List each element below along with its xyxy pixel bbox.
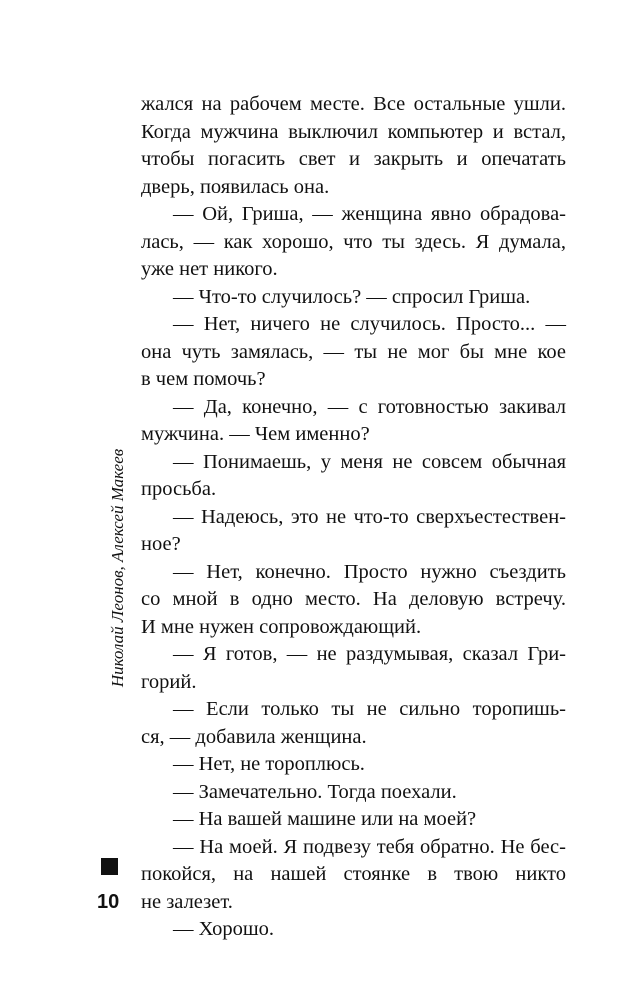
text-line: мужчина. — Чем именно?	[141, 423, 370, 445]
text-line: — Хорошо.	[173, 918, 275, 940]
running-author-header: Николай Леонов, Алексей Макеев	[108, 448, 127, 688]
text-line: — Ой, Гриша, — женщина явно обрадова-	[173, 203, 566, 225]
text-line: И мне нужен сопровождающий.	[141, 615, 422, 638]
text-line: — Я готов, — не раздумывая, сказал Гри-	[173, 643, 566, 665]
text-line: — Понимаешь, у меня не совсем обычная	[173, 450, 566, 473]
text-line: — Если только ты не сильно торопишь-	[173, 698, 566, 720]
black-square-icon	[101, 858, 118, 875]
text-line: покойся, на нашей стоянке в твою никто	[141, 863, 566, 885]
text-line: — На вашей машине или на моей?	[173, 808, 477, 830]
text-line: со мной в одно место. На деловую встречу.	[141, 588, 566, 610]
text-line: в чем помочь?	[141, 368, 266, 390]
text-line: — Нет, не тороплюсь.	[173, 753, 365, 775]
text-line: — Надеюсь, это не что-то сверхъестествен-	[173, 505, 566, 528]
text-line: горий.	[141, 670, 197, 693]
text-line: уже нет никого.	[141, 258, 278, 280]
text-line: Когда мужчина выключил компьютер и встал,	[141, 120, 566, 143]
text-line: она чуть замялась, — ты не мог бы мне кое	[141, 340, 566, 363]
text-line: — Нет, конечно. Просто нужно съездить	[173, 560, 566, 583]
text-line: — На моей. Я подвезу тебя обратно. Не бес-	[173, 835, 566, 858]
text-line: ное?	[141, 533, 181, 555]
text-line: чтобы погасить свет и закрыть и опечатать	[141, 148, 566, 170]
text-line: не залезет.	[141, 890, 233, 913]
text-line: — Замечательно. Тогда поехали.	[173, 780, 457, 803]
page-number: 10	[97, 891, 120, 913]
text-line: — Да, конечно, — с готовностью закивал	[173, 395, 566, 418]
text-line: лась, — как хорошо, что ты здесь. Я думала,	[141, 230, 566, 253]
text-line: — Что-то случилось? — спросил Гриша.	[173, 285, 531, 308]
text-line: дверь, появилась она.	[141, 175, 330, 198]
text-line: ся, — добавила женщина.	[141, 725, 367, 748]
text-line: просьба.	[141, 478, 217, 500]
text-line: — Нет, ничего не случилось. Просто... —	[173, 313, 566, 335]
body-text	[141, 91, 566, 944]
text-line: жался на рабочем месте. Все остальные ушли.	[141, 93, 566, 115]
